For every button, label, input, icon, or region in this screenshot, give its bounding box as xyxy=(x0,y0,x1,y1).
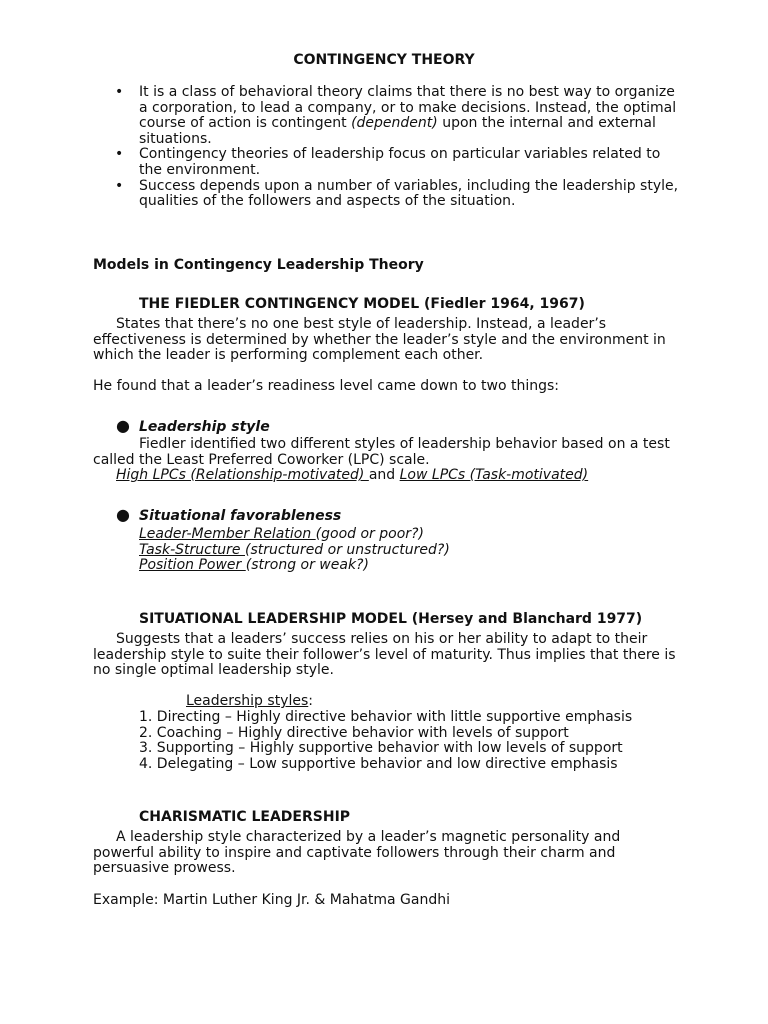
favorableness-factors xyxy=(93,527,729,574)
situational-heading: SITUATIONAL LEADERSHIP MODEL (Hersey and Blanchard 1977) xyxy=(139,611,643,627)
list-item: Leader-Member Relation (good or poor?) xyxy=(139,526,424,542)
circle-bullet-icon: ● xyxy=(116,505,130,524)
bullet-icon: • xyxy=(115,177,124,194)
leadership-styles-list xyxy=(93,710,729,772)
fiedler-found-text: He found that a leader’s readiness level came down to two things: xyxy=(93,378,559,394)
leadership-styles-label: Leadership styles: xyxy=(186,693,313,709)
leadership-style-heading: ● Leadership style xyxy=(93,418,683,436)
list-item: Position Power (strong or weak?) xyxy=(139,557,369,574)
list-item: Task-Structure (structured or unstructured?) xyxy=(139,541,450,558)
bullet-icon: • xyxy=(115,146,124,163)
list-item: • Contingency theories of leadership focus on particular variables related to the environment. xyxy=(115,146,661,178)
fiedler-heading: THE FIEDLER CONTINGENCY MODEL (Fiedler 1964, 1967) xyxy=(139,296,585,312)
high-lpc-label: High LPCs (Relationship-motivated) xyxy=(116,467,369,484)
list-item: 4. Delegating – Low supportive behavior and low directive emphasis xyxy=(139,755,618,772)
models-heading: Models in Contingency Leadership Theory xyxy=(93,257,424,273)
bullet-icon: • xyxy=(115,84,124,100)
situational-description: Suggests that a leaders’ success relies on his or her ability to adapt to their leadership style to suite their follower’s level of maturity. Thus implies that there is no single optimal leadership style. xyxy=(93,631,676,679)
page-title: CONTINGENCY THEORY xyxy=(293,52,475,68)
leadership-style-description: Fiedler identified two different styles of leadership behavior based on a test called the Least Preferred Coworker (LPC) scale. High LPCs (Relationship-motivated) and Low LPCs (Task-motivated) xyxy=(93,436,670,484)
situational-favorableness-heading: ● Situational favorableness xyxy=(93,507,683,525)
fiedler-description: States that there’s no one best style of leadership. Instead, a leader’s effectiveness is determined by whether the leader’s style and the environment in which the leader is performing complement each other. xyxy=(93,316,666,364)
charismatic-description: A leadership style characterized by a leader’s magnetic personality and powerful ability to inspire and captivate followers through their charm and persuasive prowess. xyxy=(93,829,621,877)
list-item: 3. Supporting – Highly supportive behavior with low levels of support xyxy=(139,740,623,757)
charismatic-example: Example: Martin Luther King Jr. & Mahatma Gandhi xyxy=(93,892,450,908)
circle-bullet-icon: ● xyxy=(116,416,130,435)
low-lpc-label: Low LPCs (Task-motivated) xyxy=(399,467,589,484)
list-item: • Success depends upon a number of variables, including the leadership style, qualities of the followers and aspects of the situation. xyxy=(115,177,679,210)
list-item: 1. Directing – Highly directive behavior with little supportive emphasis xyxy=(139,709,633,725)
charismatic-heading: CHARISMATIC LEADERSHIP xyxy=(139,809,351,825)
list-item: • It is a class of behavioral theory claims that there is no best way to organize a corporation, to lead a company, or to make decisions. Instead, the optimal course of action is contingent (dependent) upon the internal and external situations. xyxy=(115,84,677,147)
list-item: 2. Coaching – Highly directive behavior with levels of support xyxy=(139,724,569,741)
intro-bullet-list xyxy=(93,85,683,210)
